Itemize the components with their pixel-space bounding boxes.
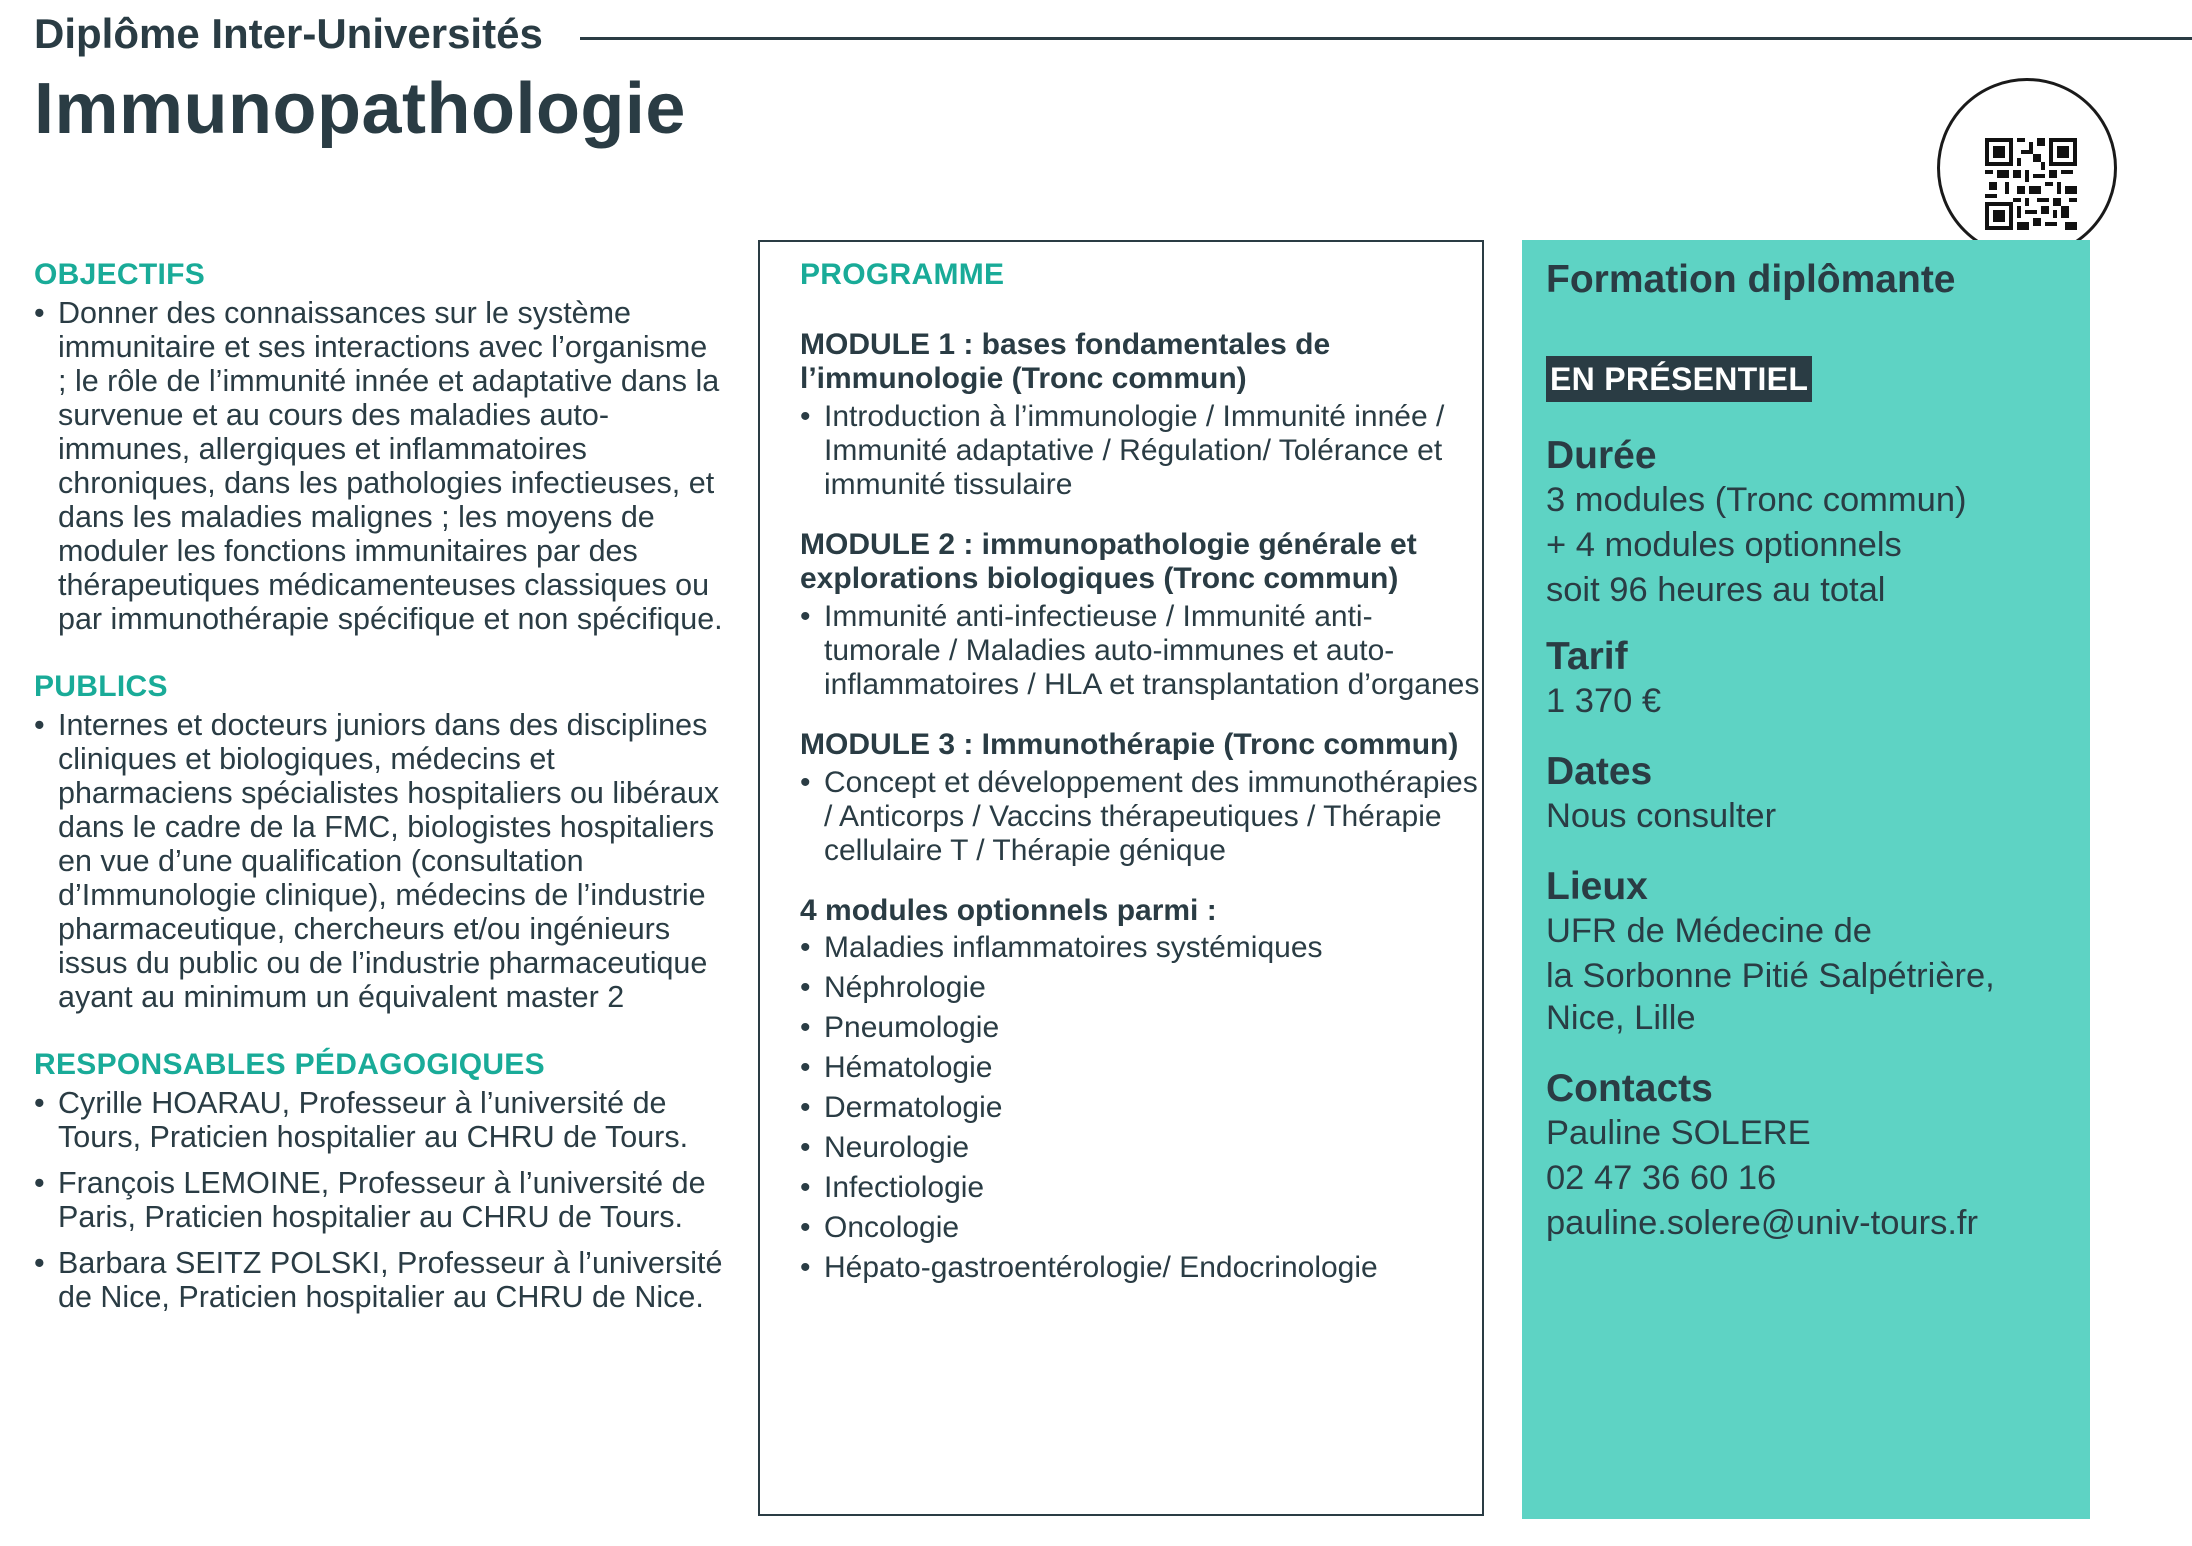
list-item: • Maladies inflammatoires systémiques	[800, 928, 1480, 968]
list-item: • Néphrologie	[800, 968, 1480, 1008]
programme-column	[800, 258, 1480, 1288]
duree-line: + 4 modules optionnels	[1546, 526, 1902, 564]
header-rule	[580, 37, 2192, 40]
list-item: • Cyrille HOARAU, Professeur à l’université de Tours, Praticien hospitalier au CHRU de Tours.	[34, 1086, 724, 1154]
contact-name: Pauline SOLERE	[1546, 1114, 1811, 1152]
optional-modules-list	[800, 928, 1480, 1288]
list-item: • Dermatologie	[800, 1088, 1480, 1128]
dates-label: Dates	[1546, 750, 1653, 793]
module-3-list	[800, 766, 1480, 868]
publics-list	[34, 708, 724, 1014]
contact-email[interactable]: pauline.solere@univ-tours.fr	[1546, 1204, 1978, 1242]
duree-label: Durée	[1546, 434, 1657, 477]
lieux-line: Nice, Lille	[1546, 999, 1696, 1037]
list-item: • Pneumologie	[800, 1008, 1480, 1048]
duree-line: soit 96 heures au total	[1546, 571, 1886, 609]
tarif-value: 1 370 €	[1546, 682, 1662, 720]
list-item: • Concept et développement des immunothérapies / Anticorps / Vaccins thérapeutiques / Thérapie cellulaire T / Thérapie génique	[800, 766, 1480, 868]
lieux-label: Lieux	[1546, 865, 1648, 908]
list-item: • Immunité anti-infectieuse / Immunité anti-tumorale / Maladies auto-immunes et auto-inflammatoires / HLA et transplantation d’organes	[800, 600, 1480, 702]
programme-title: PROGRAMME	[800, 258, 1005, 291]
responsables-list	[34, 1086, 724, 1314]
presentiel-badge: EN PRÉSENTIEL	[1546, 356, 1812, 402]
module-2-list	[800, 600, 1480, 702]
list-item: • Hématologie	[800, 1048, 1480, 1088]
lieux-line: UFR de Médecine de	[1546, 912, 1872, 950]
publics-title: PUBLICS	[34, 670, 168, 703]
list-item: • François LEMOINE, Professeur à l’université de Paris, Praticien hospitalier au CHRU de Tours.	[34, 1166, 724, 1234]
responsables-title: RESPONSABLES PÉDAGOGIQUES	[34, 1048, 545, 1081]
list-item: • Oncologie	[800, 1208, 1480, 1248]
duree-line: 3 modules (Tronc commun)	[1546, 481, 1967, 519]
list-item: • Hépato-gastroentérologie/ Endocrinologie	[800, 1248, 1480, 1288]
info-sidebar-content	[1546, 256, 2086, 1246]
qr-code-icon[interactable]	[1985, 138, 2077, 230]
objectifs-title: OBJECTIFS	[34, 258, 206, 291]
lieux-line: la Sorbonne Pitié Salpétrière,	[1546, 957, 1995, 995]
dates-value: Nous consulter	[1546, 797, 1777, 835]
module-1-list	[800, 400, 1480, 502]
list-item: • Neurologie	[800, 1128, 1480, 1168]
document-title: Immunopathologie	[34, 69, 686, 149]
list-item: • Internes et docteurs juniors dans des disciplines cliniques et biologiques, médecins et pharmaciens spécialistes hospitaliers ou libéraux dans le cadre de la FMC, biologistes hospitaliers en vue d’une qualification (consultation d’Immunologie clinique), médecins de l’industrie pharmaceutique, chercheurs et/ou ingénieurs issus du public ou de l’industrie pharmaceutique ayant au minimum un équivalent master 2	[34, 708, 724, 1014]
module-3-title: MODULE 3 : Immunothérapie (Tronc commun)	[800, 728, 1459, 761]
document-subtitle: Diplôme Inter-Universités	[34, 10, 543, 57]
tarif-label: Tarif	[1546, 635, 1628, 678]
list-item: • Donner des connaissances sur le système immunitaire et ses interactions avec l’organisme ; le rôle de l’immunité innée et adaptative dans la survenue et au cours des maladies auto-immunes, allergiques et inflammatoires chroniques, dans les pathologies infectieuses, et dans les maladies malignes ; les moyens de moduler les fonctions immunitaires par des thérapeutiques médicamenteuses classiques ou par immunothérapie spécifique et non spécifique.	[34, 296, 724, 636]
module-1-title: MODULE 1 : bases fondamentales de l’immunologie (Tronc commun)	[800, 328, 1331, 395]
list-item: • Barbara SEITZ POLSKI, Professeur à l’université de Nice, Praticien hospitalier au CHRU de Nice.	[34, 1246, 724, 1314]
list-item: • Infectiologie	[800, 1168, 1480, 1208]
contacts-label: Contacts	[1546, 1067, 1713, 1110]
left-column	[34, 258, 724, 1314]
contact-phone[interactable]: 02 47 36 60 16	[1546, 1159, 1777, 1197]
formation-heading: Formation diplômante	[1546, 258, 1956, 301]
list-item: • Introduction à l’immunologie / Immunité innée / Immunité adaptative / Régulation/ Tolérance et immunité tissulaire	[800, 400, 1480, 502]
module-2-title: MODULE 2 : immunopathologie générale et explorations biologiques (Tronc commun)	[800, 528, 1417, 595]
optional-modules-title: 4 modules optionnels parmi :	[800, 894, 1217, 927]
objectifs-list	[34, 296, 724, 636]
